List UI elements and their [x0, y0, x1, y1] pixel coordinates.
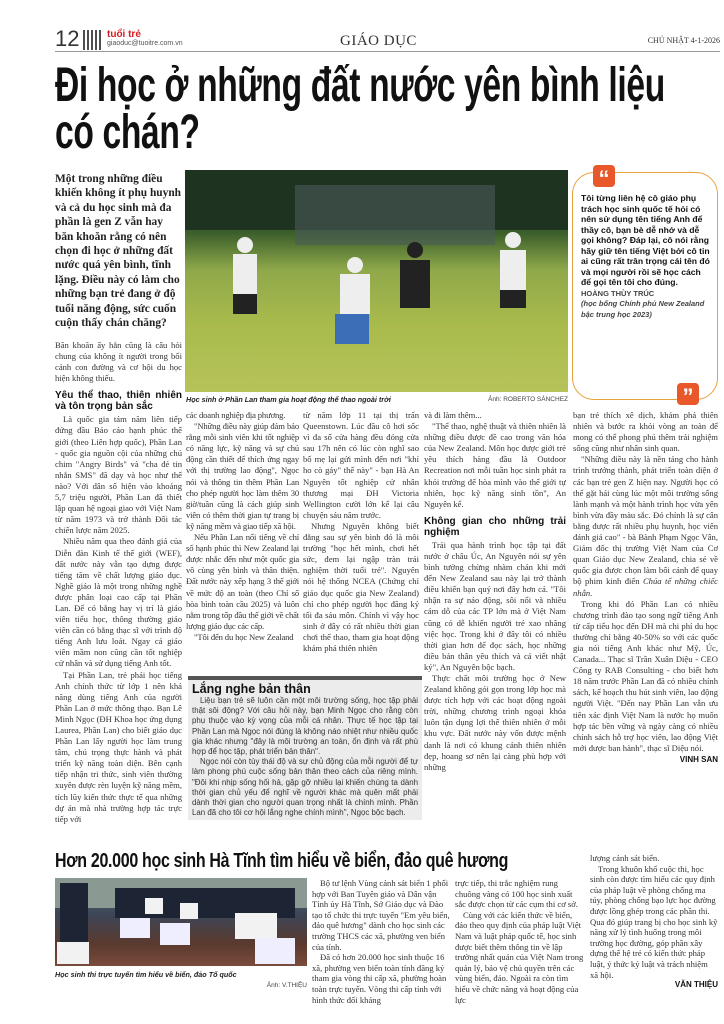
photo-illustration: [55, 878, 307, 966]
paragraph: từ năm lớp 11 tại thị trấn Queenstown. Lúc đầu cô hơi sốc vì đa số cửa hàng đều đóng cửa sau 17h nên có lúc còn nghĩ sao bố mẹ lại gửi mình đến nơi "khỉ ho cò gáy" thế này" - bạn Hà An Nguyên tốt nghiệp cử nhân thương mại ĐH Victoria Wellington cười lớn kể lại câu chuyện sáu năm trước.: [303, 410, 419, 520]
paragraph: Bộ tư lệnh Vùng cảnh sát biển 1 phối hợp với Ban Tuyên giáo và Dân vận Tỉnh ủy Hà Tĩnh, Sở Giáo dục và Đào tạo tổ chức thi trực tuyến "Em yêu biển, đảo quê hương" dành cho học sinh các trường THCS các xã, phường ven biển của tỉnh.: [312, 878, 450, 952]
article-headline: Đi học ở những đất nước yên bình liệu có chán?: [55, 59, 665, 159]
article-photo-sports: [185, 170, 568, 392]
paragraph: "Tôi đến du học New Zealand: [194, 631, 294, 642]
byline: VINH SAN: [679, 754, 718, 764]
paragraph: "Thể thao, nghệ thuật và thiên nhiên là những điều được đề cao trong văn hóa của New Zealand. Môn học được giới trẻ yêu thích hàng đầu là Outdoor Recreation nơi mỗi tuần học sinh phát ra khỏi trường để hòa mình vào thế giới tự nhiên, học kỹ năng sinh tồn", An Nguyên kể.: [424, 421, 566, 509]
photo-illustration: [185, 170, 568, 392]
pull-quote-author: HOÀNG THÙY TRÚC: [581, 288, 655, 298]
paragraph: Trải qua hành trình học tập tại đất nước ở châu Úc, An Nguyên nói sự yên bình tưởng chừng nhàm chán khi mới đến New Zealand sau này lại trở thành điều khiến bạn quý nơi đây hơn cả. "Tôi nhận ra sự náo động, sôi nổi và nhiều cám dỗ của các TP lớn mà ở Việt Nam cũng có dễ khiến người trẻ xao nhãng việc học. Trong khi ở đây tôi có nhiều thời gian hơn để đọc sách, học những điều bản thân yêu thích và cả viết nhật ký", An Nguyên bộc bạch.: [424, 539, 566, 672]
article2-column-1: [312, 878, 450, 1022]
article2-headline: Hơn 20.000 học sinh Hà Tĩnh tìm hiểu về biển, đảo quê hương: [55, 849, 509, 872]
paragraph: Nếu Phần Lan nổi tiếng về chỉ số hạnh phúc thì New Zealand lại được nhắc đến như một quốc gia vô cùng yên bình và thân thiện. Đất nước này xếp hạng 3 thế giới về mức độ an toàn (theo Chỉ số hòa bình toàn cầu 2025) và luôn nằm trong tốp đầu thế giới về chất lượng giáo dục các cấp.: [186, 532, 299, 631]
article2-column-3: [590, 853, 718, 1021]
film-title: Chúa tể những chiếc nhẫn.: [573, 576, 718, 598]
paragraph: Là quốc gia tám năm liên tiếp đứng đầu Báo cáo hạnh phúc thế giới (theo Liên hợp quốc), Phần Lan - quốc gia nguồn cội của những chú chim "Angry Birds" và "cha đẻ tin nhắn SMS" đã dạy và học như thế nào? Với dân số hiện vào khoảng 5,7 triệu người, Phần Lan đã thiết lập quan hệ ngoại giao với Việt Nam từ năm 1973 và trở thành Đối tác chiến lược năm 2025.: [55, 414, 182, 536]
paragraph: Nhiều năm qua theo đánh giá của Diễn đàn Kinh tế thế giới (WEF), đất nước này vẫn tạo dựng được tiếng tăm về chất lượng giáo dục. Nghề giáo là một trong những nghề được phân loại cao cấp tại Phần Lan. Để có bằng hay vị trí là giáo viên tiểu học, thông thường giáo viên cần có bằng thạc sĩ với trình độ tiếng Anh lưu loát. Ngay cả giáo viên mầm non cũng cần tốt nghiệp cử nhân và sử dụng tiếng Anh tốt.: [55, 536, 182, 669]
newspaper-logo: tuổi trẻ: [107, 29, 141, 40]
pull-quote-body: [581, 193, 713, 320]
photo-caption: Học sinh thi trực tuyến tìm hiểu về biển, đảo Tổ quốc: [55, 970, 237, 979]
column-4: [424, 410, 566, 846]
byline: VĂN THIỆU: [674, 980, 718, 990]
paragraph: Nhưng Nguyên không biết đằng sau sự yên bình đó là môi trường "học hết mình, chơi hết sức, đem lại ngập tràn trải nghiệm thời tuổi trẻ". Nguyên nói hệ thống NCEA (Chứng chỉ giáo dục quốc gia New Zealand) chỉ cho phép người học đăng ký tối đa sáu môn. Chính vì vậy học sinh ở đây có rất nhiều thời gian chơi thể thao, tham gia hoạt động khám phá thiên nhiên: [303, 520, 419, 653]
paragraph: "Những điều này giúp đảm bảo rằng mỗi sinh viên khi tốt nghiệp có năng lực, kỹ năng và sự chủ động cần thiết để thích ứng ngay với thị trường lao động", Ngọc nói và thông tin thêm Phần Lan cho phép người học làm thêm 30 giờ/tuần cũng là cách giúp sinh viên có thêm thời gian tự trang bị kỹ năng mềm và giao tiếp xã hội.: [186, 421, 299, 531]
column-5: [573, 410, 718, 848]
pull-quote-text: Tôi từng liên hệ cô giáo phụ trách học sinh quốc tế hỏi có nên sử dụng tên tiếng Anh để thầy cô, bạn bè dễ nhớ và dễ gọi không? Đáp lại, cô nói rằng hãy giữ tên tiếng Việt bởi cô tin ai cũng rất trân trọng cái tên đó và mọi người rồi sẽ học cách để gọi tên tôi cho đúng.: [581, 193, 710, 287]
page-header: [55, 28, 720, 52]
paragraph: Tại Phần Lan, trẻ phải học tiếng Anh chính thức từ lớp 1 nên khả năng dùng tiếng Anh của người Phần Lan ở mức thông thạo. Bạn Lê Minh Ngọc (ĐH Khoa học ứng dụng Laurea, Phần Lan) cho biết giáo dục Phần Lan lấy người học làm trung tâm, chú trọng thực hành và phát triển kỹ năng toàn diện. Bên cạnh tiếp nhận tri thức, sinh viên thường xuyên được rèn luyện kỹ năng mềm, tích lũy kiến thức thực tế qua những dự án mà nhà trường hợp tác trực tiếp với: [55, 669, 182, 824]
open-quote-icon: “: [593, 165, 615, 187]
section-title: GIÁO DỤC: [340, 33, 417, 49]
intro-paragraph: Băn khoăn ấy hẳn cũng là câu hỏi chung của không ít người trong bối cảnh con đường và cơ hội du học hiện không thiếu.: [55, 340, 182, 384]
paragraph: Cùng với các kiến thức về biển, đảo theo quy định của pháp luật Việt Nam và luật pháp quốc tế, học sinh được biết thêm thông tin về lập trường nhất quán của Việt Nam trong quản lý, bảo vệ chủ quyền trên các vùng biển, đảo. Ngoài ra còn tìm hiểu về chức năng và hoạt động của lực: [455, 909, 584, 1005]
page-number: 12: [55, 26, 80, 51]
paragraph: Trong khi đó Phần Lan có nhiều chương trình đào tạo song ngữ tiếng Anh từ cấp tiểu học đến ĐH mà chi phí du học thường chỉ bằng 40-50% so với các quốc gia nói tiếng Anh khác như Mỹ, Úc, Canada... Thạc sĩ Trần Xuân Diệu - CEO Công ty RAB Consulting - cho biết hơn 18 năm trước Phần Lan đã có nhiều chính sách, kế hoạch thu hút sinh viên, lao động người Việt. "Đến nay Phần Lan vẫn ưu tiên xác định Việt Nam là nước họ muốn hợp tác bền vững và ngày càng có nhiều chính sách hỗ trợ học viên, lao động Việt mới được ban hành", thạc sĩ Diệu nói.: [573, 598, 718, 753]
box-title: Lắng nghe bản thân: [192, 682, 311, 696]
section-email: giaoduc@tuoitre.com.vn: [107, 40, 183, 47]
issue-date: CHỦ NHẬT 4-1-2026: [647, 36, 720, 45]
close-quote-icon: ”: [677, 383, 699, 405]
paragraph: bạn trẻ thích xê dịch, khám phá thiên nhiên và bước ra khỏi vòng an toàn để mong có thể phong phú thêm trải nghiệm sống cũng như nhân sinh quan.: [573, 410, 718, 454]
paragraph: trực tiếp, thi trắc nghiệm rung chuông vàng có 100 học sinh xuất sắc được chọn từ các cụm thi cơ sở.: [455, 878, 578, 910]
column-1: [55, 340, 182, 846]
subheading: Yêu thể thao, thiên nhiên và tôn trọng bản sắc: [55, 390, 182, 413]
column-2: [186, 410, 299, 674]
paragraph: Trong khuôn khổ cuộc thi, học sinh còn được tìm hiểu các quy định của pháp luật về phòng chống ma túy, phòng chống bạo lực học đường được lồng ghép trong các phần thi. Qua đó giúp trang bị cho học sinh kỹ năng xử lý tình huống trong môi trường học đường, góp phần xây dựng thế hệ trẻ có kiến thức pháp luật, ý thức kỷ luật và trách nhiệm xã hội.: [590, 863, 718, 980]
pull-quote: [572, 166, 718, 405]
qr-code-icon: [83, 30, 103, 50]
article2-column-2: [455, 878, 585, 1022]
paragraph: các doanh nghiệp địa phương.: [186, 410, 286, 420]
photo-credit: Ảnh: ROBERTO SÁNCHEZ: [488, 396, 568, 403]
article-standfirst: Một trong những điều khiến không ít phụ huynh và cả du học sinh mà đa phần là gen Z vẫn hay băn khoăn rằng có nên chọn đi học ở những đất nước quá yên bình, tĩnh lặng. Điều này có làm cho những bạn trẻ đang ở độ tuổi năng động, sức cuốn cuộn thấy chán chăng?: [55, 173, 182, 330]
subheading: Không gian cho những trải nghiệm: [424, 515, 566, 538]
paragraph: và đi làm thêm...: [424, 410, 482, 420]
sidebar-box: [188, 676, 422, 820]
paragraph: "Những điều này là nền tảng cho hành trình trưởng thành, phát triển toàn diện ở các bạn trẻ gen Z hiện nay. Người học có thể gặt hái cùng lúc một môi trường sống lành mạnh và một hành trình học vừa yên bình vừa đầy màu sắc. Đó chính là sự cân bằng được rất nhiều phụ huynh, học viên đánh giá cao" - bà Bành Phạm Ngọc Vân, Giám đốc thị trường Việt Nam của Cơ quan Giáo dục New Zealand, chia sẻ về quốc gia được chọn làm bối cảnh để quay bộ phim kinh điển: [573, 454, 718, 587]
column-3: [303, 410, 419, 674]
box-paragraph: Ngọc nói còn tùy thái độ và sự chủ động của mỗi người để tự làm phong phú cuộc sống bản thân theo cách của riêng mình. "Đôi khi nhịp sống hối hả, gặp gỡ nhiều lại khiến chúng ta dành thời gian chủ yếu để nghĩ về người khác mà quên mất phải dành thời gian cho người quan trọng nhất là chính mình. Phần Lan đã cho tôi cơ hội lắng nghe chính mình", Ngọc bộc bạch.: [192, 757, 418, 818]
paragraph: lượng cảnh sát biển.: [590, 853, 660, 863]
photo-credit: Ảnh: V.THIỆU: [266, 982, 307, 989]
pull-quote-role: (học bổng Chính phủ New Zealand bậc trung học 2023): [581, 299, 705, 319]
box-paragraph: Liệu bạn trẻ sẽ luôn cần một môi trường sống, học tập phải thật sôi động? Với câu hỏi này, bạn Minh Ngọc cho rằng còn phụ thuộc vào kỳ vọng của mỗi cá nhân. Thực tế học tập tại Phần Lan mà Ngọc nói đúng là không náo nhiệt như nhiều quốc gia khác nhưng "đây là môi trường an toàn, ổn định và rất phù hợp để học tập, phát triển bản thân".: [192, 696, 418, 757]
paragraph: Thực chất môi trường học ở New Zealand không gói gọn trong lớp học mà được tích hợp với các hoạt động ngoài trời, những chương trình ngoại khóa luôn tận dụng lợi thế thiên nhiên ở mỗi khu vực. Đất nước này vốn được mệnh danh là nơi có khung cảnh thiên nhiên đẹp, hoang sơ nên lại càng phù hợp với những: [424, 672, 566, 772]
article2-photo-students: [55, 878, 307, 966]
paragraph: Đã có hơn 20.000 học sinh thuộc 16 xã, phường ven biển toàn tỉnh đăng ký tham gia vòng thi cấp xã, phường hoàn toàn trực tuyến. Vòng thi cấp tỉnh với hình thức đối kháng: [312, 952, 447, 1005]
photo-caption: Học sinh ở Phần Lan tham gia hoạt động thể thao ngoài trời: [186, 395, 391, 404]
